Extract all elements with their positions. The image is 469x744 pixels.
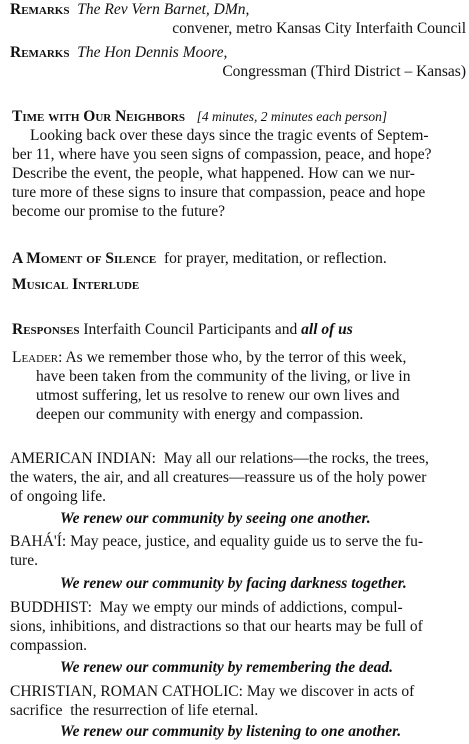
responses-line: [0, 320, 469, 339]
remarks-block-2: [0, 43, 469, 81]
responses-text: Interfaith Council Participants and: [83, 321, 298, 338]
neighbors-section: [0, 107, 469, 221]
tradition-response: We renew our community by listening to one another.: [60, 723, 402, 740]
tradition-text: May we empty our minds of addictions, compul-: [99, 599, 403, 616]
tradition-american-indian: [0, 449, 469, 528]
responses-heading: Responses: [12, 321, 80, 338]
leader-text-line: utmost suffering, let us resolve to renew our own lives and: [36, 387, 400, 404]
leader-label: Leader:: [12, 349, 63, 366]
neighbors-text-line: Looking back over these days since the tragic events of Septem-: [30, 127, 429, 144]
tradition-text: May peace, justice, and equality guide us to serve the fu-: [70, 533, 423, 550]
tradition-text-line: the waters, the air, and all creatures—reassure us of the holy power: [10, 469, 427, 486]
silence-heading: A Moment of Silence: [12, 250, 157, 267]
neighbors-text-line: ture more of these signs to insure that compassion, peace and hope: [12, 184, 426, 201]
remarks-line-1: [0, 0, 469, 19]
tradition-text: May we discover in acts of: [246, 683, 415, 700]
tradition-bahai: [0, 532, 469, 593]
tradition-response: We renew our community by remembering the dead.: [60, 659, 393, 676]
tradition-name: BUDDHIST:: [10, 599, 92, 616]
neighbors-text-line: Describe the event, the people, what happened. How can we nur-: [12, 165, 415, 182]
remarks-label: Remarks: [10, 44, 70, 61]
neighbors-note: [4 minutes, 2 minutes each person]: [196, 109, 388, 124]
remarks-speaker: The Rev Vern Barnet, DMn,: [77, 1, 250, 18]
remarks-line-2: [0, 43, 469, 62]
neighbors-heading-line: [0, 107, 469, 126]
remarks-block-1: [0, 0, 469, 38]
tradition-text-line: ture.: [10, 552, 38, 569]
remarks-speaker: The Hon Dennis Moore,: [77, 44, 228, 61]
tradition-text: May all our relations—the rocks, the trees,: [163, 450, 429, 467]
leader-text-line: have been taken from the community of the living, or live in: [36, 368, 411, 385]
responses-section: [0, 320, 469, 339]
interlude-section: [0, 275, 469, 294]
interlude-heading: Musical Interlude: [12, 276, 140, 293]
responses-emphasis: all of us: [301, 321, 353, 338]
remarks-role: Congressman (Third District – Kansas): [222, 63, 466, 80]
leader-text: As we remember those who, by the terror of this week,: [65, 349, 407, 366]
leader-section: [0, 348, 469, 424]
tradition-text-line: compassion.: [10, 637, 88, 654]
silence-section: [0, 249, 469, 268]
leader-line: [0, 348, 469, 367]
neighbors-text-line: become our promise to the future?: [12, 203, 226, 220]
tradition-response: We renew our community by seeing one another.: [60, 510, 371, 527]
tradition-line: [0, 449, 469, 468]
tradition-buddhist: [0, 598, 469, 677]
remarks-role: convener, metro Kansas City Interfaith Council: [172, 20, 466, 37]
tradition-text-line: sions, inhibitions, and distractions so that our hearts may be full of: [10, 618, 423, 635]
tradition-christian-catholic: [0, 682, 469, 741]
leader-text-line: deepen our community with energy and compassion.: [36, 406, 364, 423]
tradition-name: AMERICAN INDIAN:: [10, 450, 156, 467]
silence-line: [0, 249, 469, 268]
tradition-text-line: of ongoing life.: [10, 488, 106, 505]
tradition-name: BAHÁ'Í:: [10, 533, 67, 550]
tradition-line: [0, 682, 469, 701]
silence-text: for prayer, meditation, or reflection.: [163, 250, 387, 267]
neighbors-heading: Time with Our Neighbors: [12, 108, 185, 125]
tradition-response: We renew our community by facing darkness together.: [60, 575, 407, 592]
neighbors-text-line: ber 11, where have you seen signs of compassion, peace, and hope?: [12, 146, 432, 163]
tradition-name: CHRISTIAN, ROMAN CATHOLIC:: [10, 683, 243, 700]
remarks-label: Remarks: [10, 1, 70, 18]
tradition-line: [0, 532, 469, 551]
tradition-text-line: sacrifice the resurrection of life eternal.: [10, 702, 259, 719]
tradition-line: [0, 598, 469, 617]
